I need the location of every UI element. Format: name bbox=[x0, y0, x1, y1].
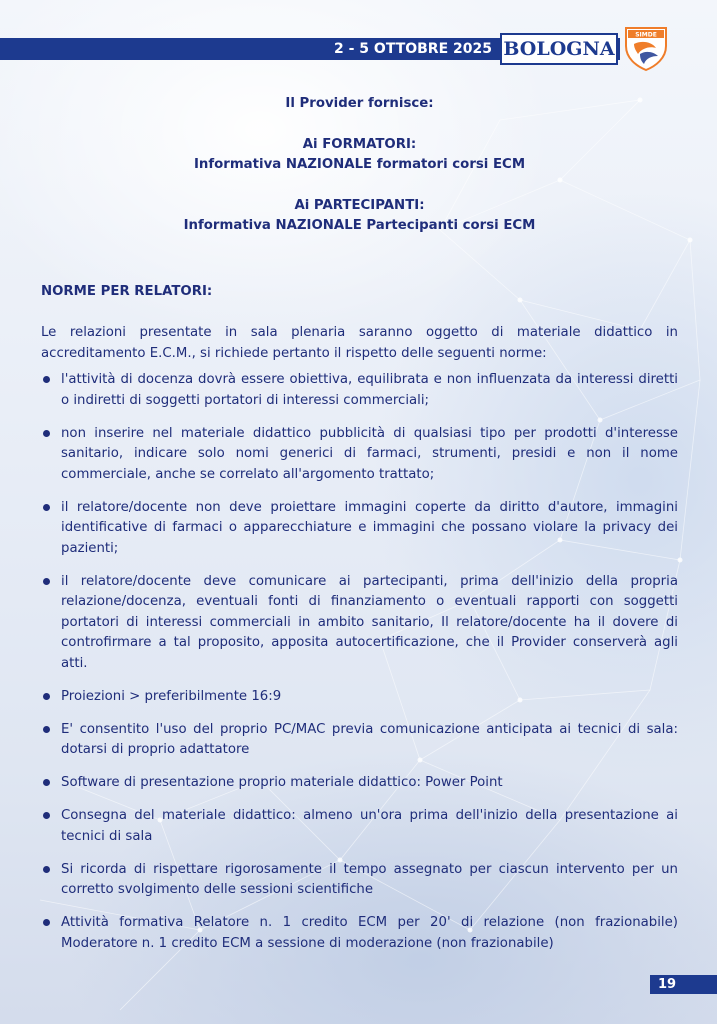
event-city: BOLOGNA bbox=[500, 33, 618, 65]
participants-document: Informativa NAZIONALE Partecipanti corsi ECM bbox=[183, 218, 536, 233]
provider-intro: Il Provider fornisce: bbox=[285, 96, 434, 111]
rule-item: l'attività di docenza dovrà essere obiettiva, equilibrata e non influenzata da interessi diretti o indiretti di soggetti portatori di interessi commerciali; bbox=[41, 370, 678, 411]
trainers-document: Informativa NAZIONALE formatori corsi ECM bbox=[193, 157, 526, 172]
rules-intro: Le relazioni presentate in sala plenaria saranno oggetto di materiale didattico in accreditamento E.C.M., si richiede pertanto il rispetto delle seguenti norme: bbox=[41, 325, 678, 361]
rules-title: NORME PER RELATORI: bbox=[41, 283, 213, 299]
rule-item: E' consentito l'uso del proprio PC/MAC previa comunicazione anticipata ai tecnici di sala: dotarsi di proprio adattatore bbox=[41, 720, 678, 761]
page-content bbox=[41, 94, 678, 967]
rule-item: Attività formativa Relatore n. 1 credito ECM per 20' di relazione (non frazionabile) Moderatore n. 1 credito ECM a sessione di moderazione (non frazionabile) bbox=[41, 913, 678, 954]
trainers-heading: Ai FORMATORI: bbox=[302, 136, 417, 152]
rule-item: il relatore/docente deve comunicare ai partecipanti, prima dell'inizio della propria relazione/docenza, eventuali fonti di finanziamento o eventuali rapporti con soggetti portatori di interessi commerciali in ambito sanitario, Il relatore/docente ha il dovere di controfirmare a tal proposito, apposita autocertificazione, che il Provider conserverà agli atti. bbox=[41, 572, 678, 675]
rule-item: Consegna del materiale didattico: almeno un'ora prima dell'inizio della presentazione ai tecnici di sala bbox=[41, 806, 678, 847]
rule-item: Si ricorda di rispettare rigorosamente il tempo assegnato per ciascun intervento per un corretto svolgimento delle sessioni scientifiche bbox=[41, 860, 678, 901]
logo-text: SIMDE bbox=[635, 31, 657, 39]
society-logo-icon bbox=[622, 24, 670, 72]
rule-item: non inserire nel materiale didattico pubblicità di qualsiasi tipo per prodotti d'interesse sanitario, indicare solo nomi generici di farmaci, strumenti, presidi e non il nome commerciale, anche se correlato all'argomento trattato; bbox=[41, 424, 678, 486]
rule-item: Proiezioni > preferibilmente 16:9 bbox=[41, 687, 678, 708]
page-number: 19 bbox=[650, 975, 717, 994]
rule-item: il relatore/docente non deve proiettare immagini coperte da diritto d'autore, immagini identificative di farmaci o apparecchiature e immagini che possano violare la privacy dei pazienti; bbox=[41, 498, 678, 560]
event-dates: 2 - 5 OTTOBRE 2025 bbox=[334, 41, 492, 57]
participants-heading: Ai PARTECIPANTI: bbox=[294, 197, 425, 213]
rule-item: Software di presentazione proprio materiale didattico: Power Point bbox=[41, 773, 678, 794]
rules-list bbox=[41, 370, 678, 954]
